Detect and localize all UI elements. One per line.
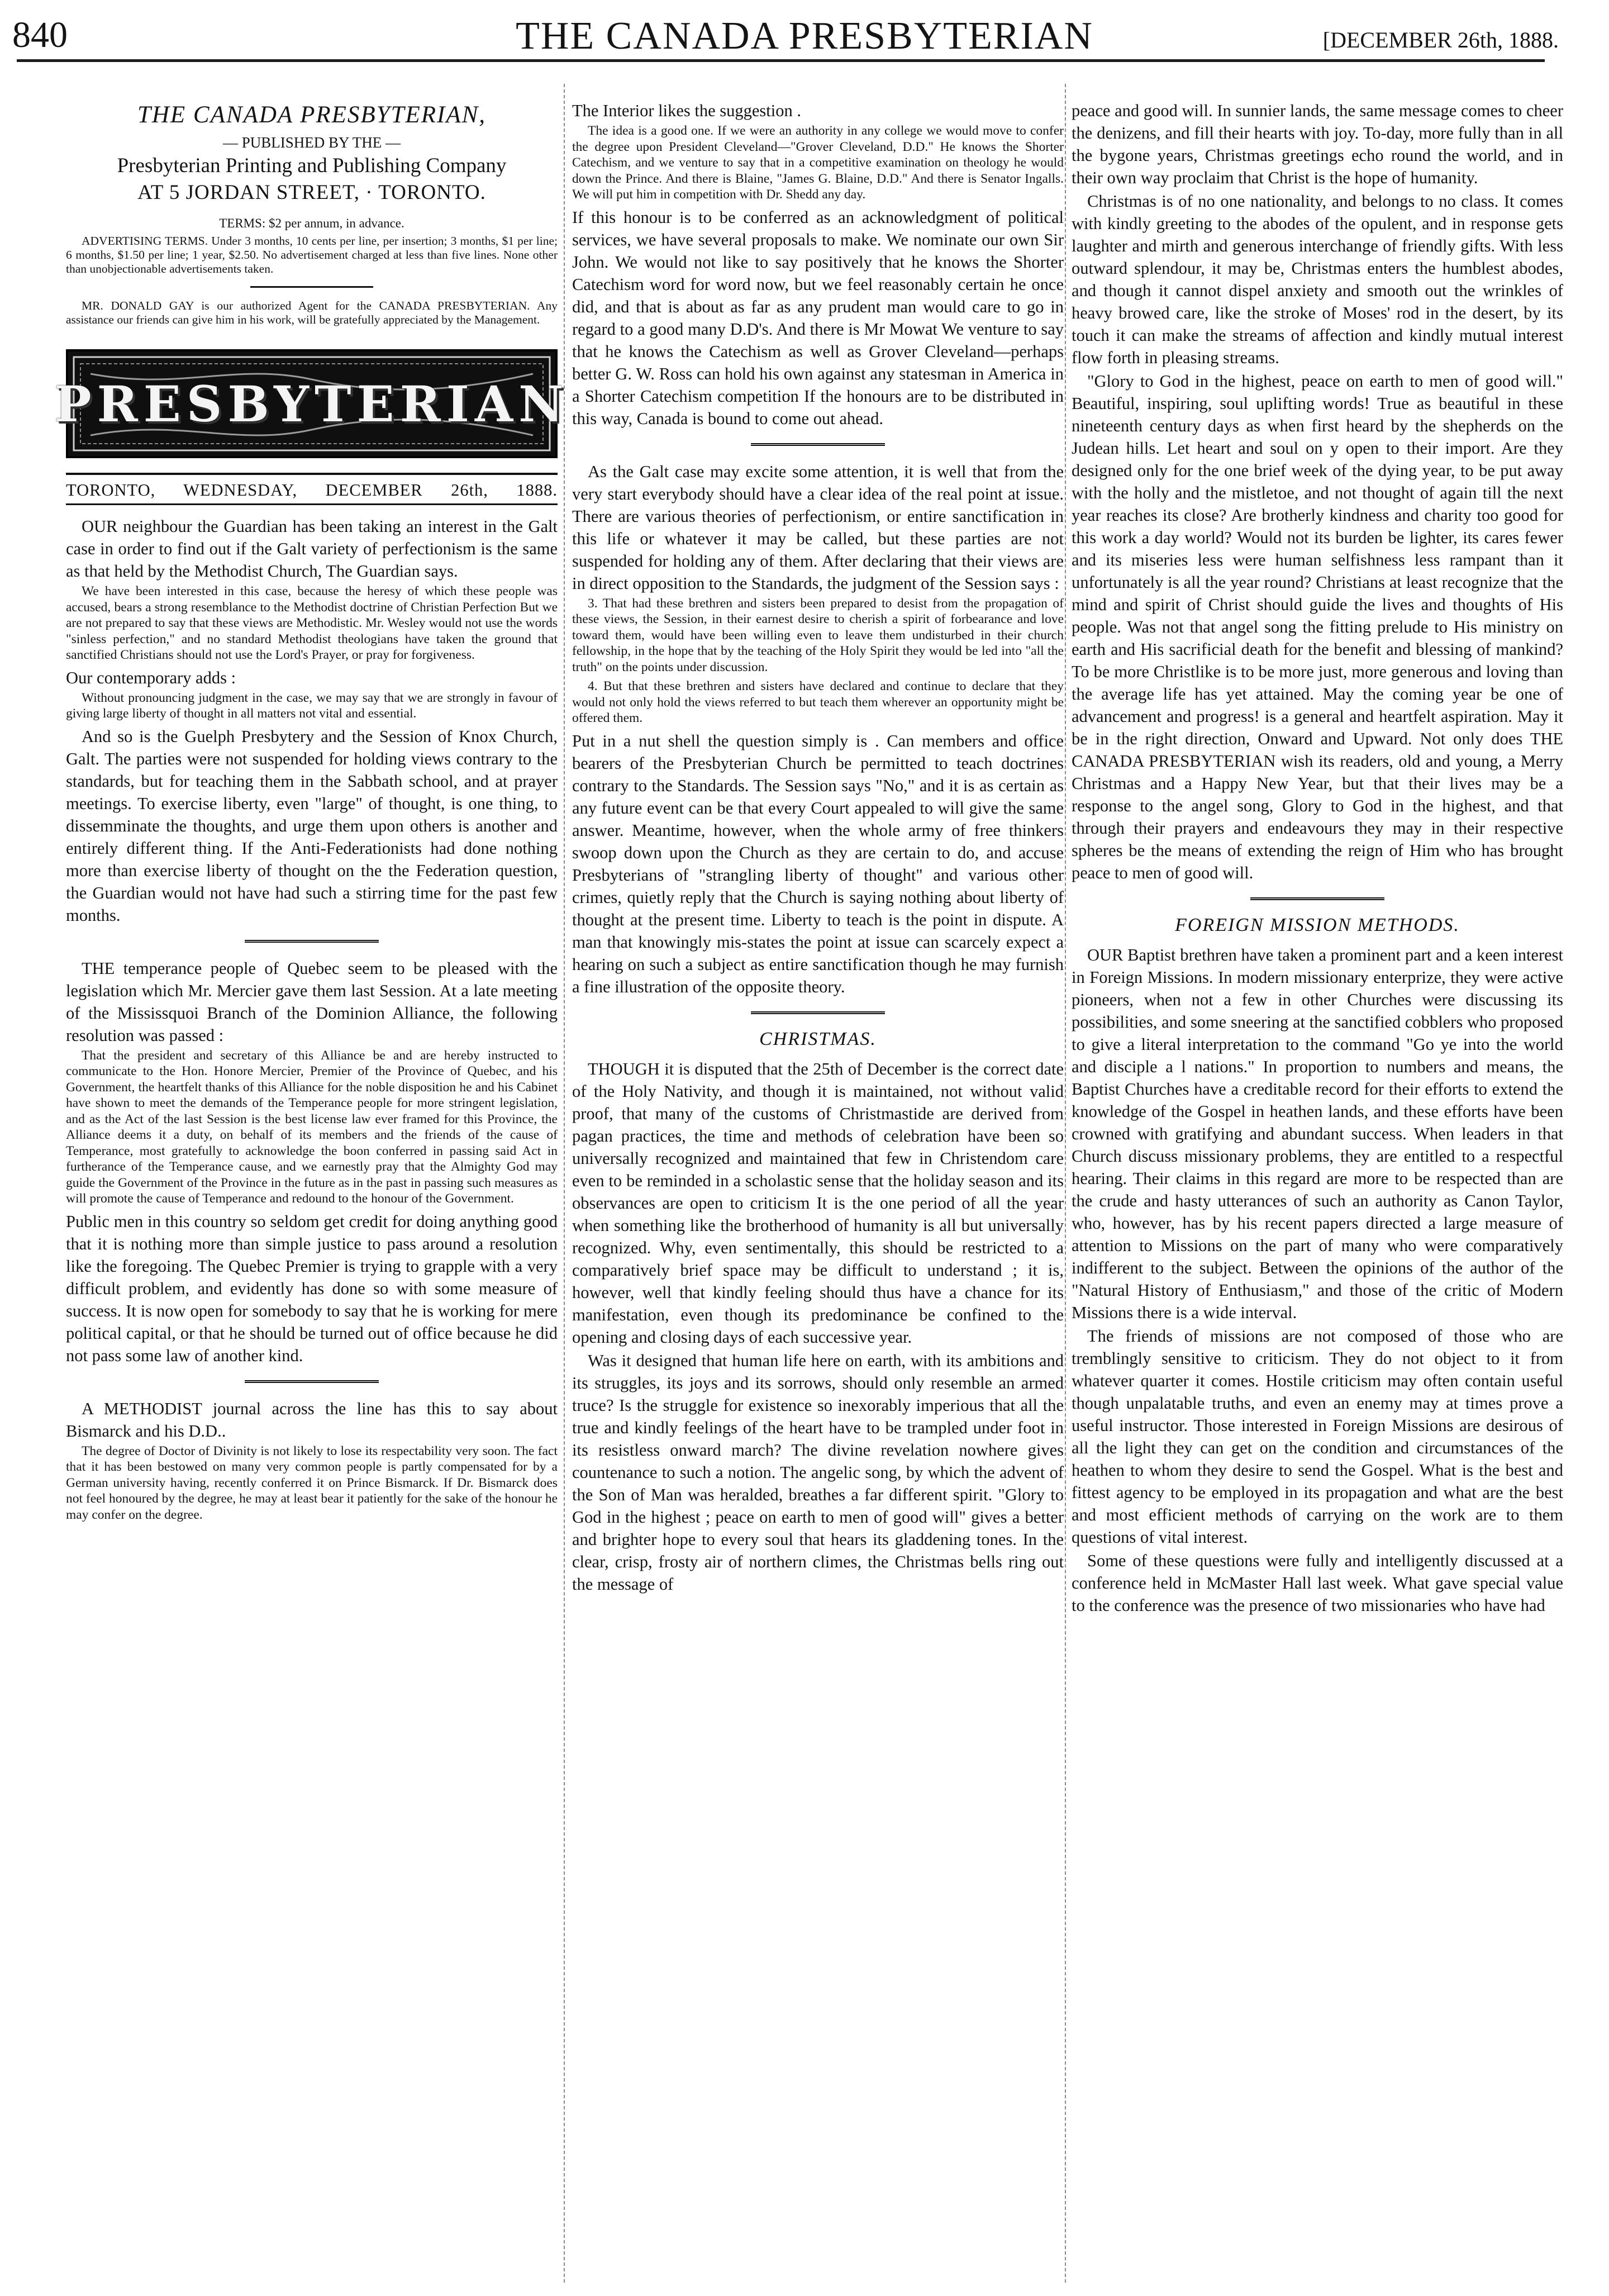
paragraph: The Interior likes the suggestion . bbox=[572, 101, 801, 120]
banner-text: PRESBYTERIAN bbox=[54, 374, 569, 433]
header-rule bbox=[17, 59, 1545, 62]
paragraph: Was it designed that human life here on earth, with its ambitions and its struggles, its joys and its sorrows, should only resemble an armed truce? Is the struggle for existence so inexorably imperious that all the true and kindly feelings of the heart have to be trampled under foot in its resistless onward march? The divine revelation nowhere gives countenance to such a notion. The angelic song, by which the advent of the Son of Man was heralded, breathes a far different spirit. "Glory to God in the highest ; peace on earth to men of good will" gives a better and brighter hope to every soul that hears its gladdening tones. In the clear, crisp, frosty air of northern climes, the Christmas bells ring out the message of bbox=[572, 1351, 1064, 1594]
paragraph: The friends of missions are not composed of those who are tremblingly sensitive to criticism. They do not object to it from whatever quarter it comes. Hostile criticism may often contain useful though unpalatable truths, and even an enemy may at times prove a useful instructor. Those interested in Foreign Missions are desirous of all the light they can get on the condition and circumstances of the heathen to whom they desire to send the Gospel. What is the best and fittest agency to be employed in its propagation and what are the best and most efficient methods of carrying on the work are to them questions of vital interest. bbox=[1072, 1327, 1563, 1547]
masthead-title: THE CANADA PRESBYTERIAN bbox=[516, 15, 1093, 58]
page-header bbox=[0, 0, 1609, 61]
paragraph: As the Galt case may excite some attention, it is well that from the very start everybody should have a clear idea of the real point at issue. There are various theories of perfectionism, or entire sanctification in this life or whatever it may be called, but these parties are not suspended for holding any of them. After declaring that their views are in direct opposition to the Standards, the judgment of the Session says : bbox=[572, 462, 1064, 593]
column-3 bbox=[1072, 99, 1563, 1618]
paragraph: OUR neighbour the Guardian has been taking an interest in the Galt case in order to find out if the Galt variety of perfectionism is the same as that held by the Methodist Church, The Guardian says. bbox=[66, 517, 558, 581]
paragraph: Our contemporary adds : bbox=[66, 668, 236, 687]
paragraph: THOUGH it is disputed that the 25th of December is the correct date of the Holy Nativity, and though it is maintained, not without valid proof, that many of the customs of Christmastide are derived from pagan practices, the time and methods of celebration have been so universally recognized and maintained that few in Christendom care even to be reminded in a scholastic sense that the holiday season and its observances are open to criticism It is the one period of all the year when something like the brotherhood of humanity is all but universally recognized. Why, even sentimentally, this should be restricted to a comparatively brief space may be difficult to understand ; it is, however, well that kindly feeling should thus have a chance for its manifestation, even though its predominance be confined to the opening and closing days of each successive year. bbox=[572, 1059, 1064, 1347]
dateline: TORONTO, WEDNESDAY, DECEMBER 26th, 1888. bbox=[66, 473, 558, 505]
paragraph: Some of these questions were fully and intelligently discussed at a conference held in McMaster Hall last week. What gave special value to the conference was the presence of two missionaries who have had bbox=[1072, 1551, 1563, 1615]
quotation: 4. But that these brethren and sisters have declared and continue to declare that they would not only hold the views referred to but teach them wherever an opportunity might be offered them. bbox=[572, 679, 1064, 725]
paragraph: OUR Baptist brethren have taken a prominent part and a keen interest in Foreign Missions. In modern missionary enterprize, they were active pioneers, when not a few in other Churches were discussing its possibilities, and some sneering at the sanctified cobblers who proposed to give a literal interpretation to the command "Go ye into the world and disciple a l nations." In proportion to numbers and means, the Baptist Churches have a creditable record for their efforts to extend the knowledge of the Gospel in heathen lands, and these efforts have been crowned with gratifying and abundant success. When leaders in that Church discuss missionary problems, they are entitled to a respectful hearing. Their claims in this regard are more to be respected than are the crude and hasty utterances of such an authority as Canon Taylor, who, however, has by his recent papers directed a large measure of attention to Missions on the part of many who were comparatively indifferent to the subject. Between the opinions of the author of the "Natural History of Enthusiasm," and those of the critic of Modern Missions there is a wide interval. bbox=[1072, 945, 1563, 1322]
quotation: That the president and secretary of this Alliance be and are hereby instructed to communicate to the Hon. Honore Mercier, Premier of the Province of Quebec, and his Government, the heartfelt thanks of this Alliance for the noble disposition he and his Cabinet have shown to meet the demands of the Temperance people for more stringent legislation, and as the Act of the last Session is the best license law ever framed for this Province, the Alliance deems it a duty, on behalf of its members and the friends of the cause of Temperance, most gratefully to acknowledge the boon conferred in passing said Act in furtherance of the Temperance cause, and we earnestly pray that the Almighty God may guide the Government of the Province in the future as in the past in passing such measures as will promote the cause of Temperance and redound to the honour of the Government. bbox=[66, 1048, 558, 1206]
masthead-banner bbox=[54, 349, 569, 458]
quotation: The idea is a good one. If we were an authority in any college we would move to confer the degree upon President Cleveland—"Grover Cleveland, D.D." He knows the Shorter Catechism, and we venture to say that in a competitive examination on theology he would down the Prince. And there is Blaine, "James G. Blaine, D.D." And there is Senator Ingalls. We will put him in competition with Dr. Shedd any day. bbox=[572, 123, 1064, 202]
section-separator bbox=[245, 1380, 379, 1383]
subscription-terms: TERMS: $2 per annum, in advance. bbox=[219, 216, 404, 230]
quotation: The degree of Doctor of Divinity is not likely to lose its respectability very soon. The fact that it has been bestowed on many very common people is partly compensated for by a German university having, recently conferred it on Prince Bismarck. If Dr. Bismarck does not feel honoured by the degree, he may at least bear it patiently for the sake of the honour he may confer on the degree. bbox=[66, 1443, 558, 1522]
quotation: 3. That had these brethren and sisters been prepared to desist from the propagation of these views, the Session, in their earnest desire to cherish a spirit of forbearance and love toward them, would have been willing even to leave them undisturbed in their church fellowship, in the hope that by the teaching of the Holy Spirit they would be led into "all the truth" on the points under discussion. bbox=[572, 596, 1064, 674]
column-2 bbox=[572, 99, 1064, 1596]
paper-title: THE CANADA PRESBYTERIAN, bbox=[137, 102, 487, 128]
section-heading-foreign-missions: FOREIGN MISSION METHODS. bbox=[1175, 915, 1460, 935]
section-heading-christmas: CHRISTMAS. bbox=[759, 1028, 877, 1049]
paragraph: And so is the Guelph Presbytery and the Session of Knox Church, Galt. The parties were not suspended for holding views contrary to the standards, but for teaching them in the Sabbath school, and at prayer meetings. To exercise liberty, even "large" of thought, is one thing, to dissemminate the thoughts, and urge them upon others is another and entirely different thing. If the Anti-Federationists had done nothing more than exercise liberty of thought on the the Federation question, the Guardian would not have had such a stirring time for the past few months. bbox=[66, 726, 558, 925]
publisher-company: Presbyterian Printing and Publishing Company bbox=[117, 154, 507, 177]
section-separator bbox=[245, 940, 379, 943]
paragraph: Public men in this country so seldom get credit for doing anything good that it is nothing more than simple justice to pass around a resolution like the foregoing. The Quebec Premier is trying to grapple with a very difficult problem, and evidently has done so with some measure of success. It is now open for somebody to say that he is working for mere political capital, or that he should be turned out of office because he did not pass some law of another kind. bbox=[66, 1211, 558, 1365]
column-1 bbox=[54, 99, 569, 1526]
column-divider-2 bbox=[1065, 84, 1066, 2283]
paragraph: THE temperance people of Quebec seem to be pleased with the legislation which Mr. Mercier gave them last Session. At a late meeting of the Mississquoi Branch of the Dominion Alliance, the following resolution was passed : bbox=[66, 958, 558, 1045]
paragraph: Christmas is of no one nationality, and belongs to no class. It comes with kindly greeting to the abodes of the opulent, and in response gets laughter and mirth and generous interchange of friendly gifts. With less outward splendour, it may be, Christmas enters the humblest abodes, and though it cannot dispel anxiety and smooth out the wrinkles of heavy browed care, like the stroke of Moses' rod in the desert, by its touch it can make the streams of affection and kindly mutual interest flow forth in pleasing streams. bbox=[1072, 192, 1563, 367]
quotation: We have been interested in this case, because the heresy of which these people was accused, bears a strong resemblance to the Methodist doctrine of Christian Perfection But we are not prepared to say that these views are Methodistic. Mr. Wesley would not use the words "sinless perfection," and no standard Methodist theologians have taken the ground that sanctified Christians should not use the Lord's Prayer, or pray for forgiveness. bbox=[66, 584, 558, 662]
publisher-address: AT 5 JORDAN STREET, · TORONTO. bbox=[137, 181, 486, 204]
paragraph: peace and good will. In sunnier lands, the same message comes to cheer the denizens, and fill their hearts with joy. To-day, more fully than in all the bygone years, Christmas greetings echo round the world, and in their own way proclaim that Christ is the hope of humanity. bbox=[1072, 101, 1563, 187]
divider bbox=[250, 286, 373, 288]
quotation: Without pronouncing judgment in the case, we may say that we are strongly in favour of giving large liberty of thought in all matters not vital and essential. bbox=[66, 690, 558, 721]
section-separator bbox=[751, 1011, 885, 1014]
advertising-terms: ADVERTISING TERMS. Under 3 months, 10 cents per line, per insertion; 3 months, $1 per line; 6 months, $1.50 per line; 1 year, $2.50. No advertisement charged at less than five lines. None other than unobjectionable advertisements taken. bbox=[66, 234, 558, 275]
paragraph: "Glory to God in the highest, peace on earth to men of good will." Beautiful, inspiring, soul uplifting words! True as beautiful in these nineteenth century days as when first heard by the shepherds on the Judean hills. Let heart and soul on y open to their import. Are they designed only for the one brief week of the dying year, to be put away with the holly and the mistletoe, and not thought of again till the next year reaches its close? Are brotherly kindness and charity too good for this work a day world? Would not its burden be lighter, its cares fewer and its miseries less were human selfishness less rampant than it unfortunately is all the year round? Christians at least recognize that the mind and spirit of Christ should guide the lives and thoughts of His people. Was not that angel song the fitting prelude to His ministry on earth and His sacrificial death for the benefit and blessing of mankind? To be more Christlike is to be more just, more generous and loving than the average life has yet attained. May the coming year be one of advancement and progress! is a general and heartfelt aspiration. May it be in the right direction, Onward and Upward. Not only does THE CANADA PRESBYTERIAN wish its readers, old and young, a Merry Christmas and a Happy New Year, but that their lives may be a response to the angel song, Glory to God in the highest, and that through their prayers and endeavours they may in their respective spheres be the means of extending the reign of Him who has brought peace to men of good will. bbox=[1072, 372, 1563, 882]
section-separator bbox=[1250, 897, 1384, 900]
published-by: — PUBLISHED BY THE — bbox=[222, 134, 401, 151]
page-number: 840 bbox=[12, 15, 68, 55]
header-date: [DECEMBER 26th, 1888. bbox=[1322, 27, 1559, 53]
paragraph: Put in a nut shell the question simply is . Can members and office bearers of the Presbyterian Church be permitted to teach doctrines contrary to the Standards. The Session says "No," and it is as certain as any future event can be that every Court appealed to will give the same answer. Meantime, however, when the whole army of free thinkers swoop down upon the Church as they are certain to do, and accuse Presbyterians of "strangling liberty of thought" and various other crimes, quietly reply that the Church is saying nothing about liberty of thought at the present time. Liberty to teach is the point in dispute. A man that knowingly mis-states the point at issue can scarcely expect a hearing on such a subject as entire sanctification though he may furnish a fine illustration of the opposite theory. bbox=[572, 731, 1064, 996]
agent-notice: MR. DONALD GAY is our authorized Agent for the CANADA PRESBYTERIAN. Any assistance our friends can give him in his work, will be gratefully appreciated by the Management. bbox=[66, 299, 558, 326]
paragraph: If this honour is to be conferred as an acknowledgment of political services, we have several proposals to make. We nominate our own Sir John. We would not like to say positively that he knows the Shorter Catechism word for word now, but we feel reasonably certain he once did, and that is about as far as any prudent man would care to go in regard to a good many D.D's. And there is Mr Mowat We venture to say that he knows the Catechism as well as Grover Cleveland—perhaps better G. W. Ross can hold his own against any statesman in America in a Shorter Catechism competition If the honours are to be distributed in this way, Canada is bound to come out ahead. bbox=[572, 207, 1064, 428]
paragraph: A METHODIST journal across the line has this to say about Bismarck and his D.D.. bbox=[66, 1399, 558, 1441]
section-separator bbox=[751, 443, 885, 446]
